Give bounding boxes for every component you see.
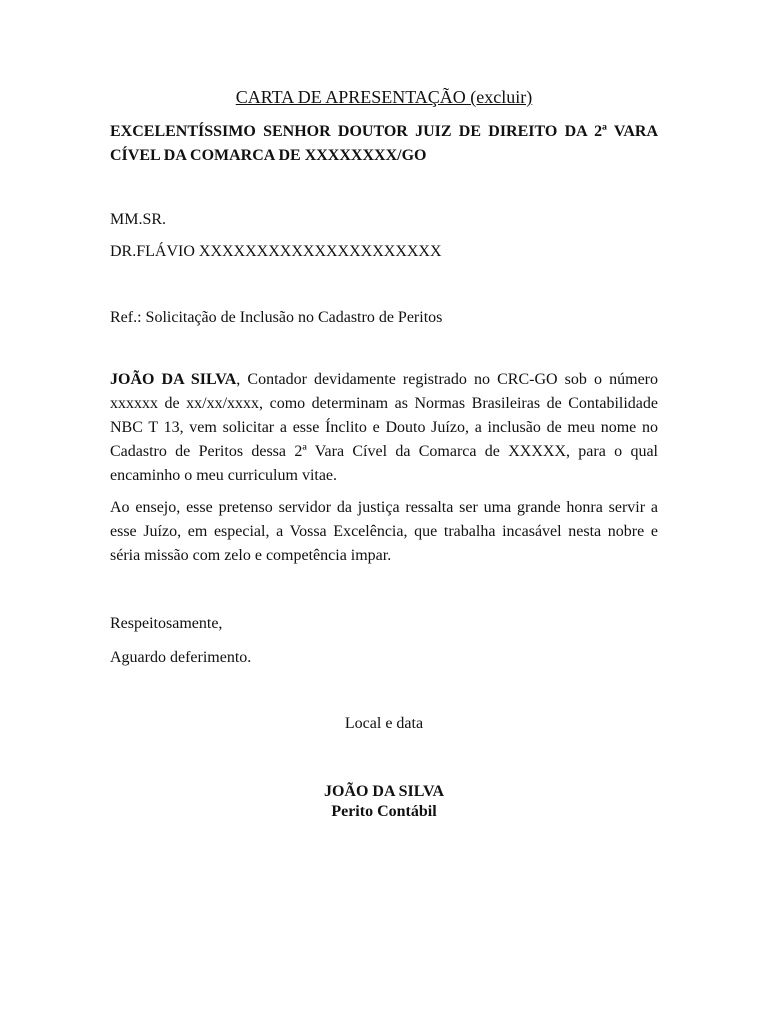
letter-content	[110, 86, 658, 822]
signature-title: Perito Contábil	[331, 803, 437, 820]
body-paragraph-1-text: , Contador devidamente registrado no CRC-GO sob o número xxxxxx de xx/xx/xxxx, como determinam as Normas Brasileiras de Contabilidade NBC T 13, vem solicitar a esse Ínclito e Douto Juízo, a inclusão de meu nome no Cadastro de Peritos dessa 2ª Vara Cível da Comarca de XXXXX, para o qual encaminho o meu curriculum vitae.	[110, 371, 659, 484]
addressee: EXCELENTÍSSIMO SENHOR DOUTOR JUIZ DE DIREITO DA 2ª VARA CÍVEL DA COMARCA DE XXXXXXXX/GO	[110, 123, 658, 164]
salutation-line-1: MM.SR.	[110, 211, 167, 228]
reference-line: Ref.: Solicitação de Inclusão no Cadastro de Peritos	[110, 309, 443, 326]
signature-name: JOÃO DA SILVA	[323, 783, 445, 800]
body-paragraph-1	[110, 368, 658, 488]
signature-block	[110, 782, 658, 822]
letter-title: CARTA DE APRESENTAÇÃO (excluir)	[235, 87, 533, 107]
closing-line-1: Respeitosamente,	[110, 615, 223, 632]
applicant-name: JOÃO DA SILVA	[110, 371, 237, 388]
body-paragraph-2: Ao ensejo, esse pretenso servidor da justiça ressalta ser uma grande honra servir a esse Juízo, em especial, a Vossa Excelência, que trabalha incasável nesta nobre e séria missão com zelo e competência impar.	[110, 499, 658, 564]
closing-line-2: Aguardo deferimento.	[110, 649, 252, 666]
salutation-line-2: DR.FLÁVIO XXXXXXXXXXXXXXXXXXXXX	[110, 243, 442, 260]
place-and-date: Local e data	[344, 715, 424, 732]
